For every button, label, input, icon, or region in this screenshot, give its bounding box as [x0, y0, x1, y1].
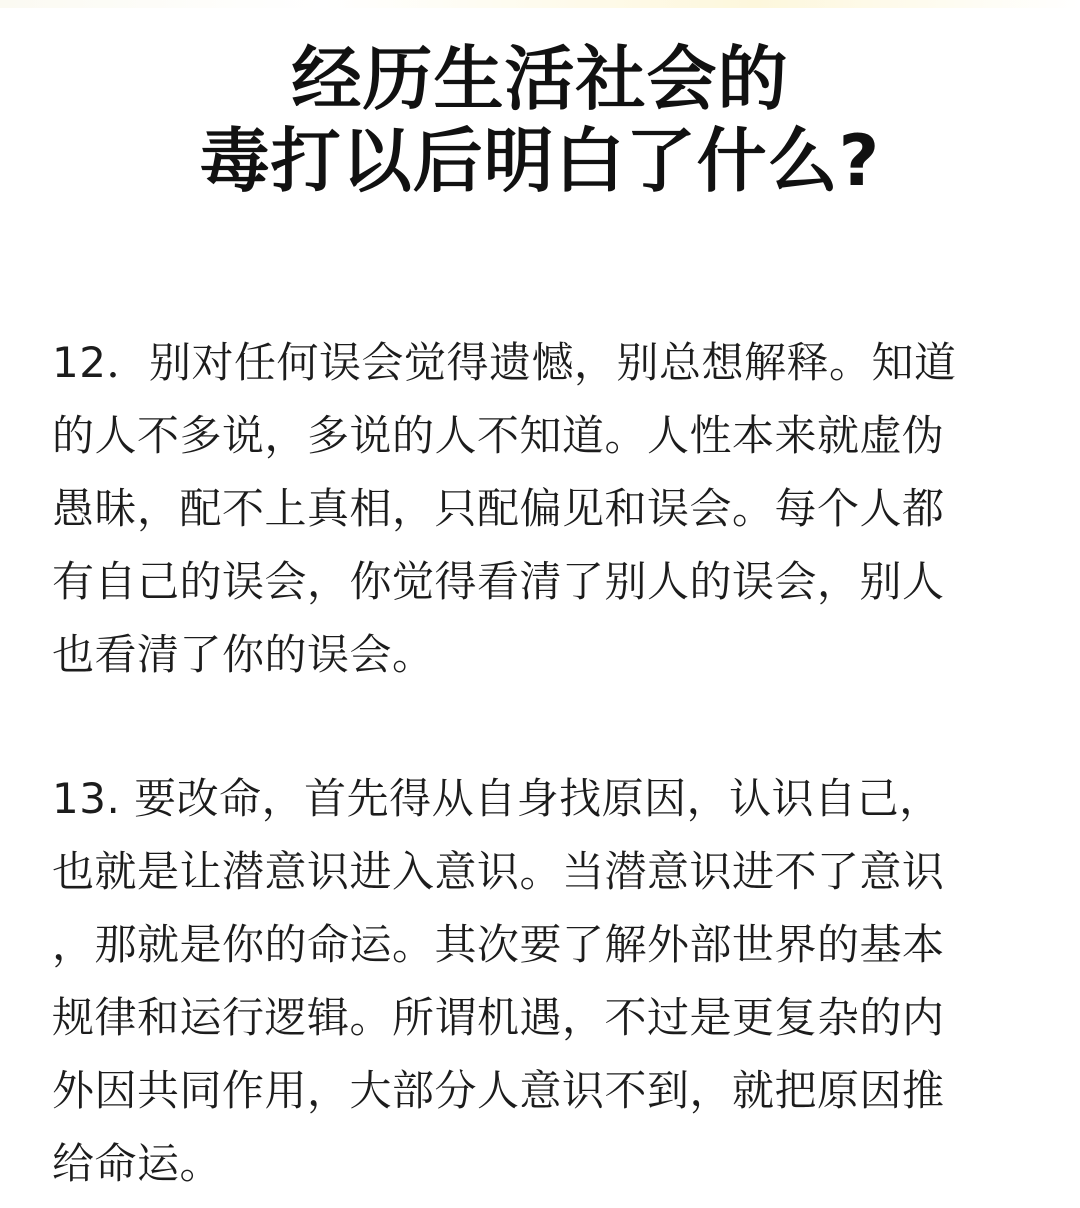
- paragraph-line: 有自己的误会，你觉得看清了别人的误会，别人: [52, 557, 945, 606]
- page-title: [0, 38, 1080, 202]
- paragraph-line: 12．别对任何误会觉得遗憾，别总想解释。知道: [52, 338, 957, 387]
- paragraph-line: 给命运。: [52, 1139, 223, 1188]
- paragraph-line: 外因共同作用，大部分人意识不到，就把原因推: [52, 1066, 945, 1115]
- paragraph-line: 也就是让潜意识进入意识。当潜意识进不了意识: [52, 847, 945, 896]
- title-line: 毒打以后明白了什么?: [199, 120, 881, 202]
- title-line: 经历生活社会的: [291, 38, 789, 120]
- paragraph-12: [52, 326, 1032, 691]
- paragraph-line: 愚昧，配不上真相，只配偏见和误会。每个人都: [52, 484, 945, 533]
- paragraph-line: 也看清了你的误会。: [52, 630, 435, 679]
- paragraph-line: ，那就是你的命运。其次要了解外部世界的基本: [52, 920, 945, 969]
- paragraph-13: [52, 762, 1032, 1200]
- top-edge-tint: [0, 0, 1080, 8]
- paragraph-line: 规律和运行逻辑。所谓机遇，不过是更复杂的内: [52, 993, 945, 1042]
- paragraph-line: 的人不多说，多说的人不知道。人性本来就虚伪: [52, 411, 945, 460]
- paragraph-line: 13. 要改命，首先得从自身找原因，认识自己，: [52, 774, 942, 823]
